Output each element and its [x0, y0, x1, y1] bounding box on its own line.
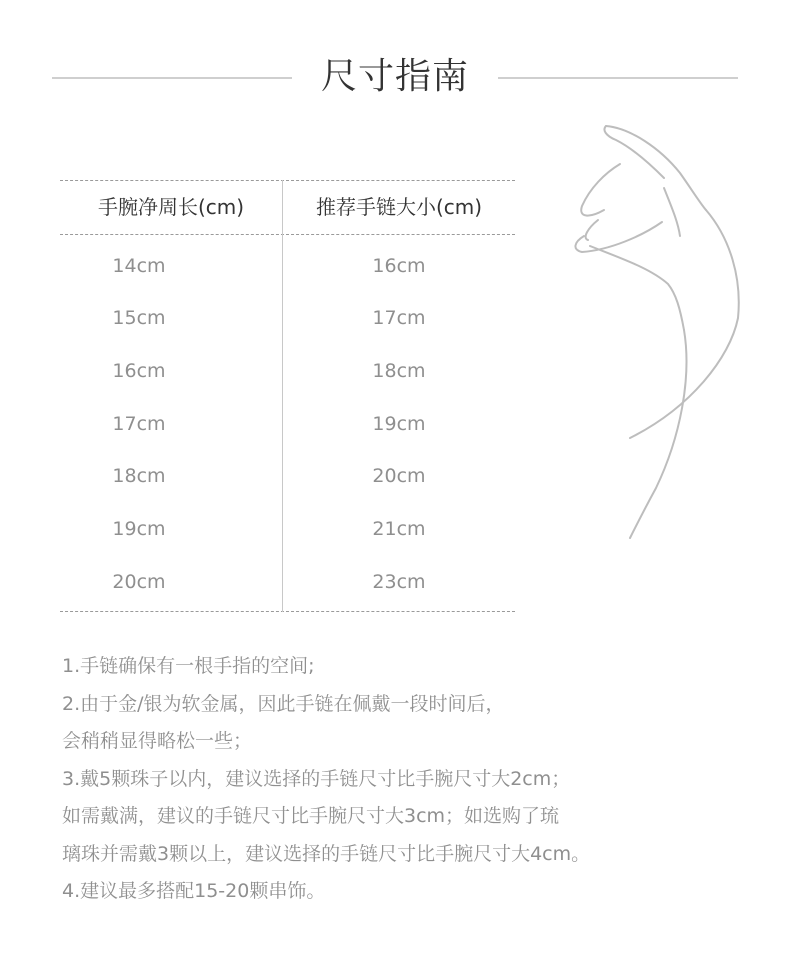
- cell-wrist-length: 19cm: [112, 518, 166, 540]
- page-title: 尺寸指南: [320, 56, 469, 97]
- hand-index-finger: [606, 126, 706, 210]
- cell-wrist-length: 15cm: [112, 307, 166, 329]
- note-line: 4.建议最多搭配15-20颗串饰。: [62, 880, 326, 902]
- title-divider-left: [52, 77, 292, 79]
- hand-knuckle: [586, 220, 598, 240]
- cell-wrist-length: 18cm: [112, 465, 166, 487]
- cell-wrist-length: 14cm: [112, 255, 166, 277]
- notes: [62, 648, 762, 911]
- note-line: 如需戴满，建议的手链尺寸比手腕尺寸大3cm；如选购了琉: [62, 805, 560, 827]
- cell-recommended-size: 17cm: [372, 307, 426, 329]
- hand-ring-finger: [575, 222, 662, 252]
- cell-wrist-length: 16cm: [112, 360, 166, 382]
- hand-middle-finger: [581, 164, 620, 216]
- hand-palm: [664, 188, 680, 236]
- table-header-divider: [60, 234, 515, 235]
- title-divider-right: [498, 77, 738, 79]
- note-line: 会稍稍显得略松一些；: [62, 730, 253, 752]
- hand-outline-icon: [560, 118, 750, 548]
- hand-wrist-front: [630, 210, 739, 438]
- size-table: [60, 180, 515, 612]
- hand-thumb: [590, 246, 684, 330]
- cell-recommended-size: 20cm: [372, 465, 426, 487]
- title-row: [0, 52, 790, 102]
- cell-wrist-length: 17cm: [112, 413, 166, 435]
- cell-wrist-length: 20cm: [112, 571, 166, 593]
- cell-recommended-size: 18cm: [372, 360, 426, 382]
- note-line: 1.手链确保有一根手指的空间;: [62, 655, 315, 677]
- cell-recommended-size: 21cm: [372, 518, 426, 540]
- header-recommended-size: 推荐手链大小(cm): [315, 195, 483, 219]
- note-line: 3.戴5颗珠子以内，建议选择的手链尺寸比手腕尺寸大2cm；: [62, 767, 571, 790]
- header-wrist-length: 手腕净周长(cm): [97, 195, 245, 219]
- note-line: 2.由于金/银为软金属，因此手链在佩戴一段时间后，: [62, 692, 505, 715]
- note-line: 璃珠并需戴3颗以上，建议选择的手链尺寸比手腕尺寸大4cm。: [62, 842, 591, 865]
- cell-recommended-size: 16cm: [372, 255, 426, 277]
- table-border-bottom: [60, 611, 515, 612]
- cell-recommended-size: 19cm: [372, 413, 426, 435]
- cell-recommended-size: 23cm: [372, 571, 426, 593]
